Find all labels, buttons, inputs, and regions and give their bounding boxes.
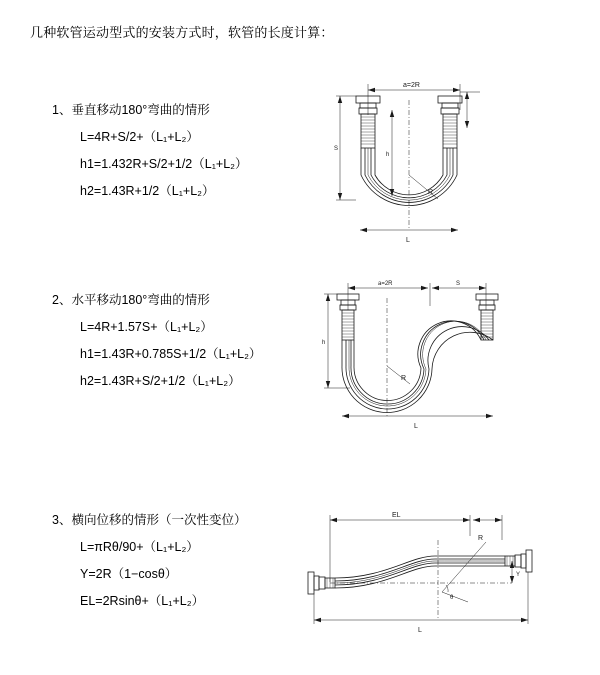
section-2-formula-2: h1=1.43R+0.785S+1/2（L₁+L₂） xyxy=(80,347,262,361)
dim-label-h-2: h xyxy=(322,340,326,346)
figure-vertical-180 xyxy=(310,70,560,260)
section-1-formula-2: h1=1.432R+S/2+1/2（L₁+L₂） xyxy=(80,157,248,171)
dim-label-a2r: a=2R xyxy=(403,82,420,89)
dim-label-theta: θ xyxy=(450,595,454,601)
page-title: 几种软管运动型式的安装方式时，软管的长度计算： xyxy=(30,25,334,40)
section-2-heading: 2、水平移动180°弯曲的情形 xyxy=(52,293,210,307)
figure-horizontal-180 xyxy=(310,270,560,440)
section-1-heading: 1、垂直移动180°弯曲的情形 xyxy=(52,103,210,117)
section-2-text xyxy=(52,290,312,398)
section-3-formula-2: Y=2R（1−cosθ） xyxy=(80,567,178,581)
figure-lateral-offset xyxy=(290,500,570,640)
section-1-text xyxy=(52,100,312,208)
dim-label-l-2: L xyxy=(414,423,418,430)
dim-label-l: L xyxy=(406,237,410,244)
dim-label-el: EL xyxy=(392,512,401,519)
dim-label-s: S xyxy=(334,146,339,152)
section-3-heading: 3、横向位移的情形（一次性变位） xyxy=(52,513,247,527)
section-3-formula-3: EL=2Rsinθ+（L₁+L₂） xyxy=(80,594,205,608)
dim-label-h: h xyxy=(386,152,390,158)
dim-label-r-2: R xyxy=(401,375,407,382)
section-1-formula-3: h2=1.43R+1/2（L₁+L₂） xyxy=(80,184,215,198)
dim-label-a2r-2: a=2R xyxy=(378,281,393,287)
dim-label-y: Y xyxy=(516,572,521,578)
section-3-formula-1: L=πRθ/90+（L₁+L₂） xyxy=(80,540,199,554)
section-1-formula-1: L=4R+S/2+（L₁+L₂） xyxy=(80,130,199,144)
dim-label-r: R xyxy=(428,189,434,196)
dim-label-l-3: L xyxy=(418,627,422,634)
section-3-text xyxy=(52,510,312,618)
dim-label-s-2: S xyxy=(456,281,461,287)
dim-label-r-3: R xyxy=(478,535,484,542)
section-2-formula-1: L=4R+1.57S+（L₁+L₂） xyxy=(80,320,213,334)
section-2-formula-3: h2=1.43R+S/2+1/2（L₁+L₂） xyxy=(80,374,241,388)
